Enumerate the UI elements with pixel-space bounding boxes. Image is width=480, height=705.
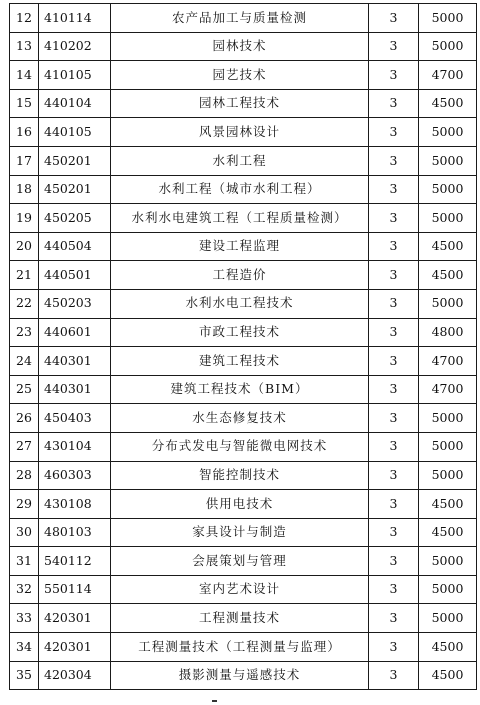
cell-program-code: 420301 [39,604,111,633]
cell-tuition: 5000 [419,575,477,604]
cell-program-name: 工程测量技术 [111,604,369,633]
cell-program-code: 460303 [39,461,111,490]
cell-row-number: 23 [10,318,39,347]
cell-program-code: 420301 [39,633,111,662]
cell-program-name: 市政工程技术 [111,318,369,347]
cell-program-name: 智能控制技术 [111,461,369,490]
cell-duration: 3 [369,432,419,461]
cell-row-number: 27 [10,432,39,461]
cell-program-code: 440104 [39,89,111,118]
cell-program-name: 家具设计与制造 [111,518,369,547]
cell-tuition: 5000 [419,118,477,147]
cell-tuition: 5000 [419,432,477,461]
cell-program-code: 420304 [39,661,111,690]
cell-row-number: 34 [10,633,39,662]
cell-row-number: 22 [10,289,39,318]
cell-program-name: 水生态修复技术 [111,404,369,433]
cell-tuition: 5000 [419,175,477,204]
cell-program-code: 410202 [39,32,111,61]
cell-duration: 3 [369,661,419,690]
cell-row-number: 18 [10,175,39,204]
table-row [10,318,477,347]
cell-program-name: 水利水电建筑工程（工程质量检测） [111,204,369,233]
cell-row-number: 12 [10,4,39,33]
table-row [10,61,477,90]
cell-tuition: 5000 [419,146,477,175]
cell-tuition: 5000 [419,289,477,318]
cell-program-name: 水利水电工程技术 [111,289,369,318]
program-table [9,3,477,690]
table-row [10,289,477,318]
cell-program-name: 工程测量技术（工程测量与监理） [111,633,369,662]
cell-row-number: 21 [10,261,39,290]
cell-row-number: 24 [10,347,39,376]
cell-duration: 3 [369,146,419,175]
cell-tuition: 4500 [419,490,477,519]
cell-duration: 3 [369,604,419,633]
cell-tuition: 4500 [419,261,477,290]
cell-program-name: 室内艺术设计 [111,575,369,604]
table-row [10,204,477,233]
cell-row-number: 15 [10,89,39,118]
cell-tuition: 4500 [419,89,477,118]
cell-tuition: 5000 [419,404,477,433]
cell-program-name: 风景园林设计 [111,118,369,147]
cell-duration: 3 [369,261,419,290]
cell-tuition: 5000 [419,4,477,33]
cell-program-name: 工程造价 [111,261,369,290]
cell-program-code: 430104 [39,432,111,461]
cell-duration: 3 [369,461,419,490]
cell-duration: 3 [369,289,419,318]
cell-program-code: 450205 [39,204,111,233]
cell-duration: 3 [369,490,419,519]
cell-program-name: 建筑工程技术 [111,347,369,376]
table-row [10,604,477,633]
cell-duration: 3 [369,375,419,404]
cell-program-code: 450203 [39,289,111,318]
table-row [10,232,477,261]
table-row [10,261,477,290]
cell-tuition: 4800 [419,318,477,347]
cell-duration: 3 [369,232,419,261]
cell-duration: 3 [369,518,419,547]
cell-tuition: 4500 [419,232,477,261]
table-row [10,118,477,147]
cell-duration: 3 [369,4,419,33]
cell-row-number: 33 [10,604,39,633]
table-row [10,661,477,690]
cell-tuition: 5000 [419,547,477,576]
cell-tuition: 4500 [419,661,477,690]
table-row [10,175,477,204]
table-row [10,461,477,490]
cell-row-number: 16 [10,118,39,147]
cell-program-name: 园艺技术 [111,61,369,90]
cell-duration: 3 [369,118,419,147]
cell-program-code: 480103 [39,518,111,547]
cell-row-number: 29 [10,490,39,519]
cell-row-number: 13 [10,32,39,61]
cell-program-name: 园林工程技术 [111,89,369,118]
cell-tuition: 4500 [419,518,477,547]
cell-program-name: 建设工程监理 [111,232,369,261]
cell-row-number: 30 [10,518,39,547]
table-row [10,347,477,376]
cell-program-name: 水利工程（城市水利工程） [111,175,369,204]
table-row [10,547,477,576]
cell-program-code: 410105 [39,61,111,90]
table-row [10,375,477,404]
table-row [10,575,477,604]
cell-program-name: 建筑工程技术（BIM） [111,375,369,404]
cell-program-name: 水利工程 [111,146,369,175]
cell-tuition: 4700 [419,61,477,90]
cell-program-code: 440301 [39,347,111,376]
program-table-body [10,4,477,690]
cell-row-number: 20 [10,232,39,261]
cell-duration: 3 [369,633,419,662]
cell-row-number: 14 [10,61,39,90]
cell-duration: 3 [369,204,419,233]
cell-program-code: 430108 [39,490,111,519]
cell-row-number: 25 [10,375,39,404]
table-row [10,89,477,118]
cell-program-code: 440504 [39,232,111,261]
cell-row-number: 35 [10,661,39,690]
cell-duration: 3 [369,89,419,118]
cell-program-name: 园林技术 [111,32,369,61]
cell-program-code: 410114 [39,4,111,33]
cell-duration: 3 [369,61,419,90]
cell-program-name: 摄影测量与遥感技术 [111,661,369,690]
cell-duration: 3 [369,347,419,376]
table-row [10,4,477,33]
cell-program-name: 分布式发电与智能微电网技术 [111,432,369,461]
cell-row-number: 32 [10,575,39,604]
table-row [10,404,477,433]
cell-program-code: 540112 [39,547,111,576]
cell-program-name: 农产品加工与质量检测 [111,4,369,33]
cell-duration: 3 [369,318,419,347]
table-row [10,490,477,519]
table-row [10,518,477,547]
cell-row-number: 17 [10,146,39,175]
cell-program-code: 440501 [39,261,111,290]
table-row [10,146,477,175]
page-mark [212,700,217,702]
table-row [10,633,477,662]
cell-program-code: 440601 [39,318,111,347]
cell-row-number: 28 [10,461,39,490]
cell-tuition: 5000 [419,604,477,633]
cell-program-code: 450403 [39,404,111,433]
cell-row-number: 26 [10,404,39,433]
table-row [10,32,477,61]
cell-duration: 3 [369,32,419,61]
cell-tuition: 4700 [419,347,477,376]
cell-program-code: 450201 [39,175,111,204]
cell-row-number: 31 [10,547,39,576]
cell-tuition: 4700 [419,375,477,404]
cell-program-code: 450201 [39,146,111,175]
table-row [10,432,477,461]
cell-program-code: 440301 [39,375,111,404]
cell-tuition: 5000 [419,204,477,233]
cell-duration: 3 [369,575,419,604]
cell-program-name: 供用电技术 [111,490,369,519]
cell-program-code: 550114 [39,575,111,604]
cell-duration: 3 [369,547,419,576]
cell-duration: 3 [369,175,419,204]
cell-tuition: 5000 [419,32,477,61]
cell-tuition: 5000 [419,461,477,490]
cell-duration: 3 [369,404,419,433]
cell-program-code: 440105 [39,118,111,147]
cell-tuition: 4500 [419,633,477,662]
cell-row-number: 19 [10,204,39,233]
cell-program-name: 会展策划与管理 [111,547,369,576]
